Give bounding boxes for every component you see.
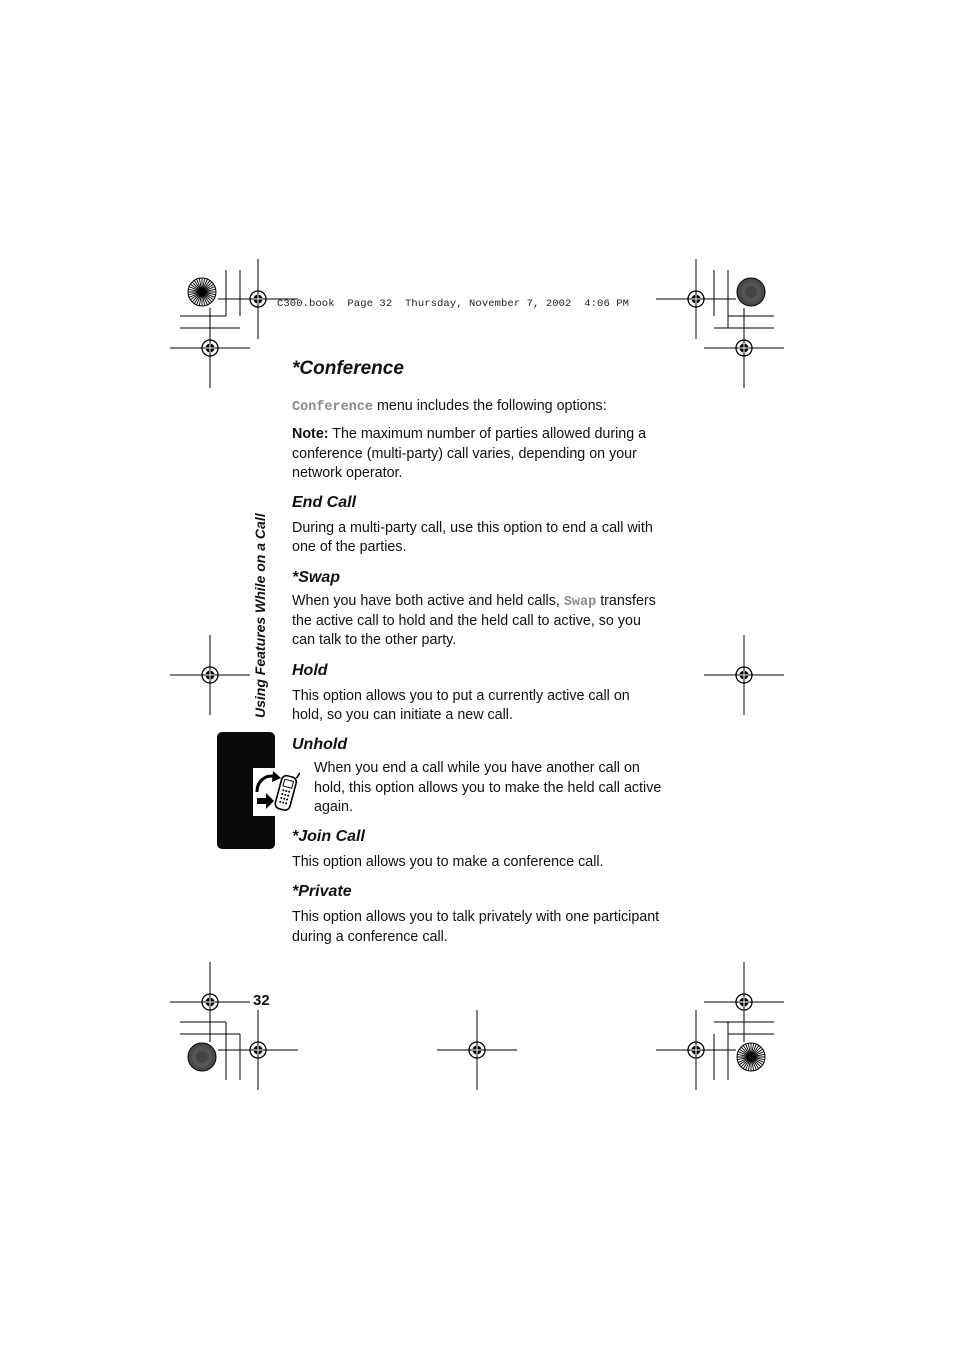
section-title: *Conference	[292, 358, 404, 379]
option-body-hold: This option allows you to put a currently active call on hold, so you can initiate a new call.	[292, 687, 630, 723]
option-body-join-call: This option allows you to make a conference call.	[292, 854, 604, 871]
note-text: The maximum number of parties allowed during a conference (multi-party) call varies, depending on your network operator.	[292, 426, 647, 481]
option-title-join-call: *Join Call	[292, 828, 365, 846]
option-body-swap: When you have both active and held calls, Swap transfers the active call to hold and the held call to active, so you can talk to the other party.	[292, 592, 656, 649]
option-title-hold: Hold	[292, 661, 328, 679]
chapter-side-label: Using Features While on a Call	[252, 513, 268, 718]
main-content	[292, 354, 664, 947]
page-number: 32	[253, 992, 270, 1009]
option-title-swap: *Swap	[292, 568, 341, 586]
option-title-unhold: Unhold	[292, 736, 348, 754]
intro-text: menu includes the following options:	[373, 398, 607, 414]
print-header: C300.book Page 32 Thursday, November 7, 2002 4:06 PM	[277, 298, 630, 310]
option-body-end-call: During a multi-party call, use this option to end a call with one of the parties.	[292, 520, 653, 556]
option-title-end-call: End Call	[292, 494, 357, 512]
menu-label-swap: Swap	[563, 594, 597, 610]
option-body-unhold: When you end a call while you have another call on hold, this option allows you to make the held call active again.	[314, 760, 662, 815]
note-paragraph	[292, 425, 664, 483]
intro-paragraph	[292, 397, 664, 417]
menu-label-conference: Conference	[292, 400, 374, 415]
option-title-private: *Private	[292, 883, 352, 901]
note-label: Note:	[292, 426, 329, 443]
option-body-private: This option allows you to talk privately with one participant during a conference call.	[292, 909, 660, 945]
